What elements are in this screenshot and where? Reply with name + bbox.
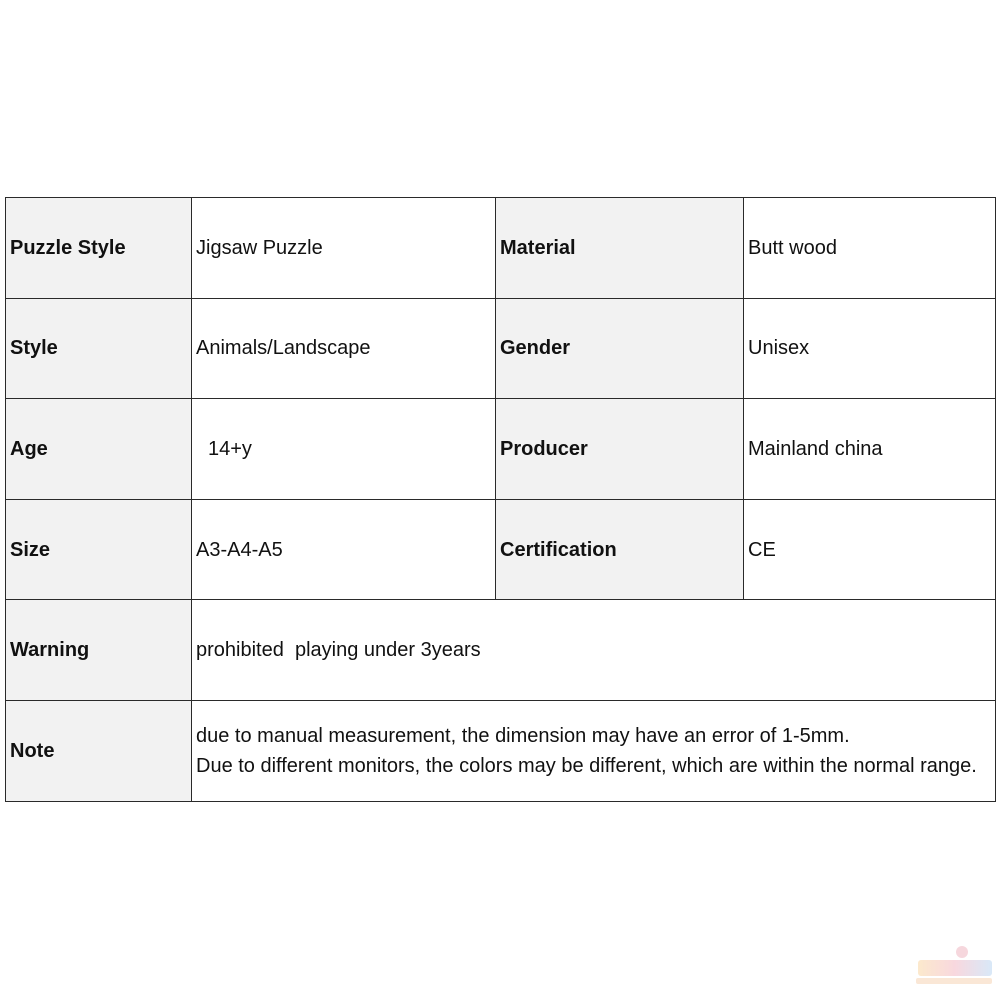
puzzle-style-label: Puzzle Style [6, 198, 192, 299]
producer-label: Producer [496, 399, 744, 500]
table-row [6, 499, 996, 600]
size-label: Size [6, 499, 192, 600]
age-value: 14+y [192, 399, 496, 500]
note-value [192, 700, 996, 801]
producer-value: Mainland china [744, 399, 996, 500]
logo-mascot-icon [956, 946, 968, 958]
product-spec-table [5, 197, 996, 802]
note-label: Note [6, 700, 192, 801]
gender-label: Gender [496, 298, 744, 399]
age-label: Age [6, 399, 192, 500]
style-value: Animals/Landscape [192, 298, 496, 399]
gender-value: Unisex [744, 298, 996, 399]
table-row [6, 600, 996, 701]
material-value: Butt wood [744, 198, 996, 299]
table-row [6, 298, 996, 399]
puzzle-style-value: Jigsaw Puzzle [192, 198, 496, 299]
logo-tagline-icon [916, 978, 992, 984]
material-label: Material [496, 198, 744, 299]
certification-label: Certification [496, 499, 744, 600]
style-label: Style [6, 298, 192, 399]
note-line-monitors: Due to different monitors, the colors may be different, which are within the normal range. [196, 754, 977, 777]
table-row [6, 198, 996, 299]
warning-label: Warning [6, 600, 192, 701]
note-line-measurement: due to manual measurement, the dimension may have an error of 1-5mm. [196, 724, 850, 747]
warning-value: prohibited playing under 3years [192, 600, 996, 701]
certification-value: CE [744, 499, 996, 600]
kid-mama-logo-icon [916, 946, 994, 992]
size-value: A3-A4-A5 [192, 499, 496, 600]
table-row [6, 700, 996, 801]
logo-badge-icon [918, 960, 992, 976]
table-row [6, 399, 996, 500]
